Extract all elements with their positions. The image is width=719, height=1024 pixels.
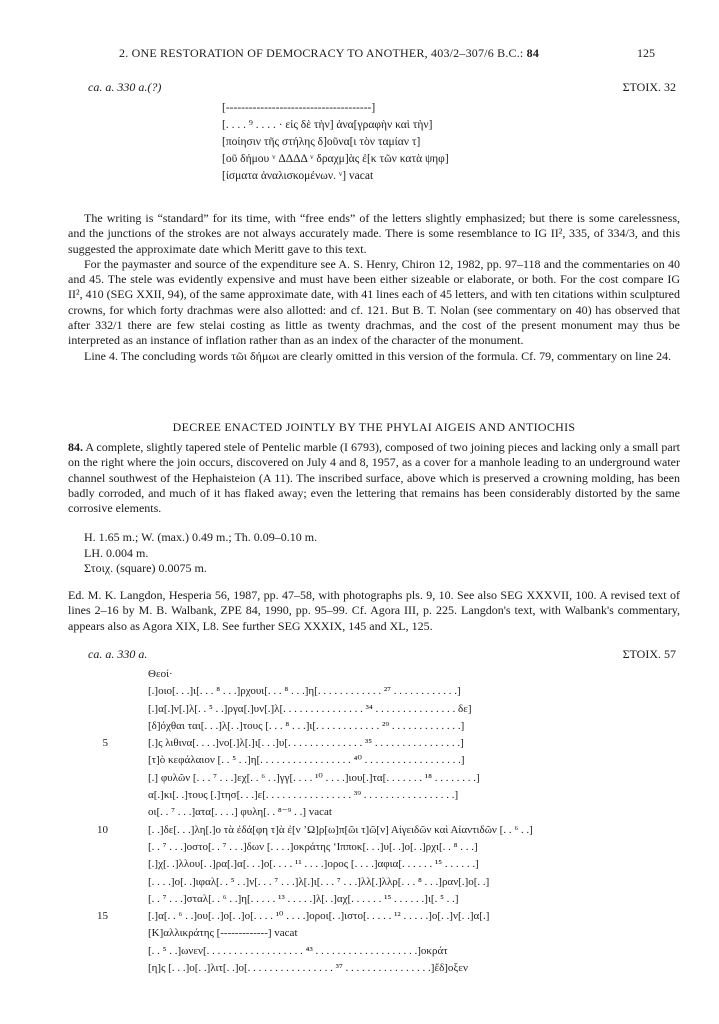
line-text: [. .]δε[. . .]λη[.]ο τὰ ἐδά[φη τ]ὰ ἐ[ν ’Ω]ρ[ω]π[ῶι τ]ῶ[ν] Αἰγειδῶν καὶ Αἰαντιδῶν [. . ⁶ . .]	[148, 823, 533, 836]
inscription-line	[148, 787, 533, 804]
inscription-block-2	[97, 666, 533, 977]
inscription-line	[148, 960, 533, 977]
line-text: [.]α[.]ν[.]λ[. . ⁵ . .]ργα[.]υν[.]λ[. . . . . . . . . . . . . . . ³⁴ . . . . . . . . . . . . . . . δε]	[148, 702, 472, 715]
line-text: Θεοί·	[148, 668, 173, 680]
inscription-line	[148, 943, 533, 960]
line-text: [.]α[. . ⁶ . .]ου[. .]ο[. .]ο[. . . . ¹⁰ . . . .]οροι[. .]ιστο[. . . . . ¹² . . . . .]ο[. .]ν[. .]α[.]	[148, 910, 490, 923]
line-number: 10	[97, 823, 108, 836]
inscription-line: [--------------------------------------]	[222, 102, 376, 114]
line-number: 15	[97, 910, 108, 923]
inscription-line	[148, 874, 533, 891]
inscription-line	[102, 735, 533, 752]
line-text: [.]ς λιθινα[. . . .]νο[.]λ[.]ι[. . .]υ[. . . . . . . . . . . . . . ³⁵ . . . . . . . . . . . . . . . .]	[148, 737, 464, 750]
inscription-line	[97, 908, 533, 925]
line-text: [Κ]αλλικράτης [-------------] vacat	[148, 927, 298, 940]
block1-stoich: ΣΤΟΙΧ. 32	[622, 80, 676, 94]
commentary-paragraph: For the paymaster and source of the expenditure see A. S. Henry, Chiron 12, 1982, pp. 97–118 and the commentaries on 40 and 45. The stele was evidently expensive and must have been either sizeable or elaborate, or both. For the cost compare IG II², 410 (SEG XXII, 94), of the same approximate date, with 41 lines each of 45 letters, and with ten citations within sculptured crowns, for which forty drachmas were also allotted: and cf. 121. But B. T. Nolan (see commentary on 40) has observed that after 332/1 there are few stelai costing as little as twenty drachmas, and the cost of the present monument may thus be interpreted as an instance of inflation rather than as an index of the character of the monument.	[68, 256, 680, 348]
inscription-line: [. . . . ⁹ . . . . · εἰς δὲ τὴν] ἀνα[γραφὴν καὶ τὴν]	[222, 119, 433, 131]
line-text: [τ]ὸ κεφάλαιον [. . ⁵ . .]η[. . . . . . . . . . . . . . . . . ⁴⁰ . . . . . . . . . . . . . . . . . .]	[148, 754, 465, 767]
line-text: [δ]όχθαι ται[. . .]λ[. .]τους [. . . ⁸ . . .]ι[. . . . . . . . . . . . ²⁹ . . . . . . . . . . . . .]	[148, 719, 465, 732]
measurements	[84, 530, 317, 577]
section-heading: DECREE ENACTED JOINTLY BY THE PHYLAI AIGEIS AND ANTIOCHIS	[172, 420, 576, 434]
line-text: οι[. . ⁷ . . .]ατα[. . . .] φυλη[. . ⁸⁻⁹ . .] vacat	[148, 806, 332, 819]
line-text: α[.]κι[. .]τους [.]τησ[. . .]ε[. . . . . . . . . . . . . . . . ³⁹ . . . . . . . . . . . . . . . . .]	[148, 789, 459, 802]
inscription-line: [ποίησιν τῆς στήλης δ]οῦνα[ι τὸν ταμίαν τ]	[222, 136, 421, 148]
running-title-number: 84	[526, 46, 540, 60]
inscription-line	[148, 804, 533, 821]
inscription-block-1	[222, 100, 449, 185]
page-number: 125	[637, 46, 655, 60]
inscription-line: [ίσματα ἀναλισκομένων. ᵛ] vacat	[222, 170, 374, 182]
line-text: [. . ⁷ . . .]σταλ[. . ⁶ . .]η[. . . . . ¹³ . . . . .]λ[. .]αχ[. . . . . . ¹⁵ . . . . . .]ι[. ⁵ . .]	[148, 892, 459, 905]
inscription-line	[148, 856, 533, 873]
inscription-line	[97, 822, 533, 839]
inscription-line	[148, 718, 533, 735]
inscription-line	[148, 925, 533, 942]
block1-meta	[88, 80, 676, 96]
inscription-line	[148, 683, 533, 700]
line-text: [.]χ[. .]λλου[. .]ρα[.]α[. . .]ο[. . . . ¹¹ . . . .]ορος [. . . .]αφια[. . . . . . ¹⁵ . . . . . .]	[148, 858, 479, 871]
edition-text: Ed. M. K. Langdon, Hesperia 56, 1987, pp. 47–58, with photographs pls. 9, 10. See also SEG XXXVII, 100. A revised text of lines 2–16 by M. B. Walbank, ZPE 84, 1990, pp. 95–99. Cf. Agora III, p. 225. Langdon's text, with Walbank's commentary, appears also as Agora XIX, L8. See further SEG XXXIX, 145 and XL, 125.	[68, 588, 680, 633]
commentary	[68, 211, 680, 364]
running-title	[119, 46, 539, 61]
block1-date: ca. a. 330 a.(?)	[88, 80, 162, 94]
measurement-line: Στοιχ. (square) 0.0075 m.	[84, 561, 207, 575]
inscription-line	[148, 752, 533, 769]
block2-stoich: ΣΤΟΙΧ. 57	[622, 647, 676, 661]
inscription-line	[148, 666, 533, 683]
inscription-line	[148, 839, 533, 856]
line-text: [. . ⁵ . .]ωνεν[. . . . . . . . . . . . . . . . . . ⁴³ . . . . . . . . . . . . . . . . . . .]οκράτ	[148, 944, 448, 957]
inscription-line	[148, 891, 533, 908]
running-title-text: 2. ONE RESTORATION OF DEMOCRACY TO ANOTHER, 403/2–307/6 B.C.:	[119, 46, 524, 60]
line-number: 5	[102, 737, 108, 750]
line-text: [η]ς [. . .]ο[. .]λιτ[. .]ο[. . . . . . . . . . . . . . . . ³⁷ . . . . . . . . . . . . . . . .]ἔδ]οξεν	[148, 962, 468, 975]
edition-note	[68, 588, 680, 634]
entry-description	[68, 440, 680, 516]
line-text: [.] φυλῶν [. . . ⁷ . . .]εχ[. . ⁶ . .]γγ[. . . . ¹⁰ . . . .]ιου[.]τα[. . . . . . . ¹⁸ . . . . . . . .]	[148, 771, 480, 784]
commentary-paragraph: The writing is “standard” for its time, with “free ends” of the letters slightly emphasized; but there is some carelessness, and the junctions of the strokes are not always accurately made. There is some resemblance to IG II², 335, of 334/3, and this suggested the approximate date which Meritt gave to this text.	[68, 211, 680, 256]
running-header	[95, 46, 655, 62]
measurement-line: H. 1.65 m.; W. (max.) 0.49 m.; Th. 0.09–0.10 m.	[84, 530, 318, 544]
block2-meta	[88, 647, 676, 663]
entry-description-text: A complete, slightly tapered stele of Pentelic marble (I 6793), composed of two joining pieces and lacking only a small part on the right where the join occurs, discovered on July 4 and 8, 1957, as a cover for a manhole leading to an underground water channel southwest of the Hephaisteion (A 11). The inscribed surface, above which is preserved a crowning molding, has been badly corroded, and much of it has flaked away; even the lettering that remains has been considerably distorted by the same corrosive elements.	[68, 440, 681, 516]
block2-date: ca. a. 330 a.	[88, 647, 148, 661]
entry-number: 84.	[68, 440, 83, 454]
inscription-line	[148, 701, 533, 718]
line-text: [. . ⁷ . . .]οστο[. . ⁷ . . .]δων [. . . .]οκράτης ‘Ιπποκ[. . .]υ[. .]ο[. .]ρχι[. . ⁸ . . .]	[148, 840, 478, 853]
inscription-line: [οῦ δήμου ᵛ ΔΔΔΔ ᵛ δραχμ]ὰς ἐ[κ τῶν κατὰ ψηφ]	[222, 153, 449, 165]
inscription-line	[148, 770, 533, 787]
line-text: [.]οιο[. . .]ι[. . . ⁸ . . .]ρχουι[. . . ⁸ . . .]η[. . . . . . . . . . . . ²⁷ . . . . . . . . . . . .]	[148, 685, 461, 698]
commentary-paragraph: Line 4. The concluding words τῶι δήμωι are clearly omitted in this version of the formula. Cf. 79, commentary on line 24.	[84, 348, 672, 363]
line-text: [. . . .]ο[. .]ιφαλ[. . ⁵ . .]ν[. . . ⁷ . . .]λ[.]ι[. . . ⁷ . . .]λλ[.]λλρ[. . . ⁸ . . .]ραν[.]ο[. .]	[148, 875, 490, 888]
measurement-line: LH. 0.004 m.	[84, 545, 149, 560]
